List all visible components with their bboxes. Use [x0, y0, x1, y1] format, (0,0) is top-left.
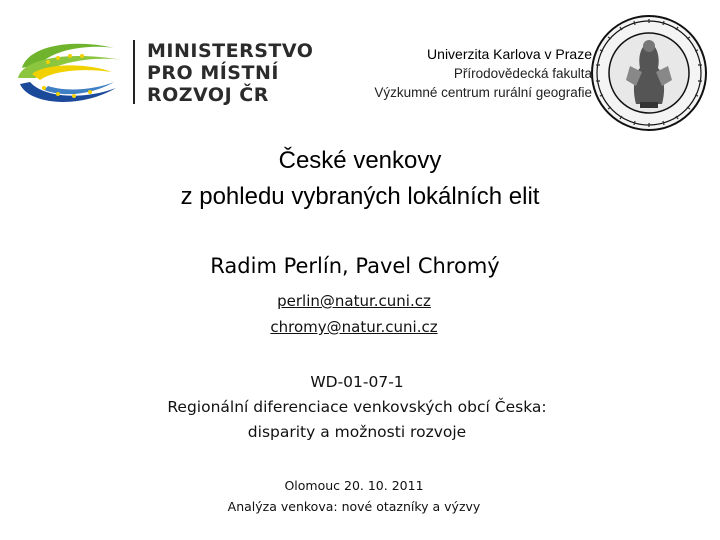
ministry-name-line-3: ROZVOJ ČR	[147, 84, 269, 106]
ministry-name-line-2: PRO MÍSTNÍ	[147, 62, 279, 84]
title-line-1: České venkovy	[278, 147, 442, 174]
faculty-name: Přírodovědecká fakulta	[453, 66, 592, 81]
university-name: Univerzita Karlova v Praze	[427, 46, 592, 62]
event-place-date: Olomouc 20. 10. 2011	[284, 478, 424, 493]
project-title-line-2: disparity a možnosti rozvoje	[247, 423, 467, 441]
authors: Radim Perlín, Pavel Chromý	[210, 254, 500, 278]
title-line-2: z pohledu vybraných lokálních elit	[180, 183, 540, 210]
department-name: Výzkumné centrum rurální geografie	[374, 85, 592, 100]
logo-divider	[133, 40, 135, 104]
project-title-line-1: Regionální diferenciace venkovských obcí Česka:	[167, 398, 547, 416]
email-link-perlin[interactable]: perlin@natur.cuni.cz	[277, 292, 431, 310]
project-code: WD-01-07-1	[310, 373, 404, 391]
ministry-name-line-1: MINISTERSTVO	[147, 40, 314, 62]
university-seal-icon	[590, 14, 708, 132]
event-info	[0, 475, 708, 517]
project-info	[0, 370, 714, 445]
email-link-chromy[interactable]: chromy@natur.cuni.cz	[270, 318, 438, 336]
university-header	[374, 46, 592, 100]
ministry-emblem-icon	[14, 38, 126, 108]
event-name: Analýza venkova: nové otazníky a výzvy	[227, 499, 481, 514]
presentation-title	[0, 143, 720, 215]
